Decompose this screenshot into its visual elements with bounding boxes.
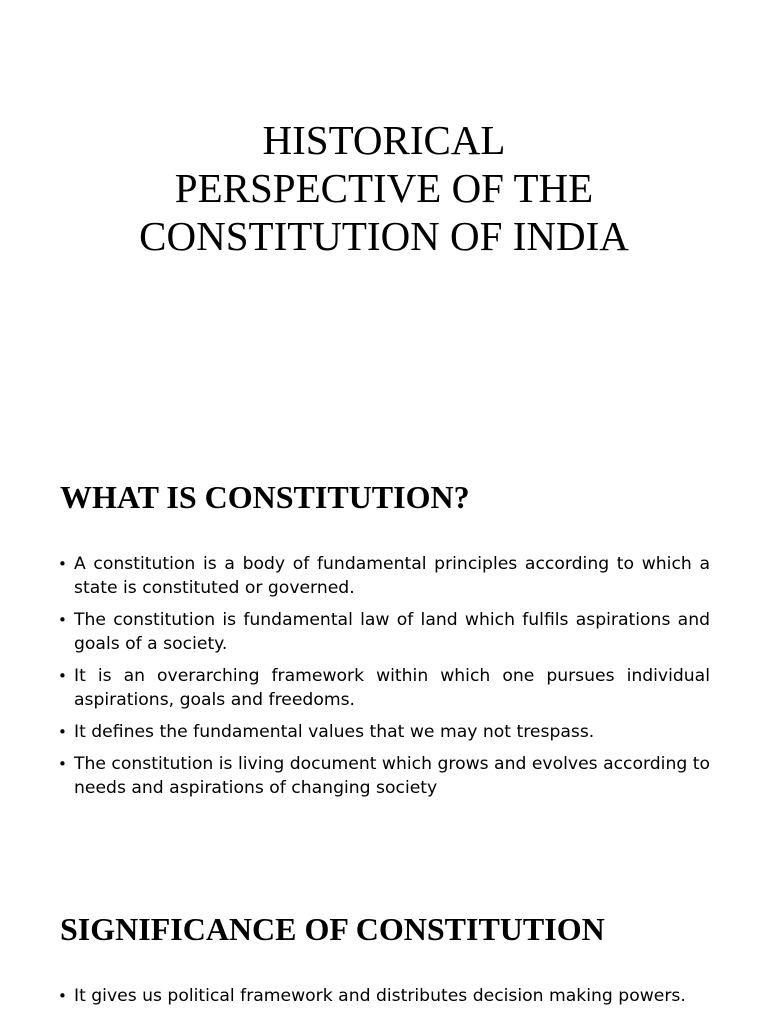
- list-item: • The constitution is fundamental law of land which fulfils aspirations and goals of a society.: [58, 610, 710, 654]
- what-is-constitution-heading: WHAT IS CONSTITUTION?: [60, 479, 470, 515]
- title-slide: [0, 0, 768, 432]
- list-item: • It defines the fundamental values that we may not trespass.: [58, 722, 595, 742]
- list-item: • The constitution is living document which grows and evolves according to needs and aspirations of changing society: [58, 754, 710, 798]
- bullet-icon: •: [58, 755, 67, 773]
- list-item: • A constitution is a body of fundamental principles according to which a state is constituted or governed.: [58, 554, 710, 598]
- bullet-icon: •: [58, 667, 67, 685]
- bullet-icon: •: [58, 611, 67, 629]
- bullet-icon: •: [58, 723, 67, 741]
- list-item: • It is an overarching framework within which one pursues individual aspirations, goals and freedoms.: [58, 666, 710, 710]
- significance-heading: SIGNIFICANCE OF CONSTITUTION: [60, 911, 605, 947]
- main-title-line-1: HISTORICAL: [262, 117, 506, 163]
- significance-list: [58, 984, 710, 1016]
- bullet-icon: •: [58, 987, 67, 1005]
- main-title-line-2: PERSPECTIVE OF THE: [174, 165, 594, 211]
- list-item: • It gives us political framework and distributes decision making powers.: [58, 986, 686, 1006]
- bullet-icon: •: [58, 555, 67, 573]
- what-is-constitution-list: [58, 552, 710, 808]
- main-title-line-3: CONSTITUTION OF INDIA: [139, 213, 629, 259]
- main-title: [0, 116, 768, 260]
